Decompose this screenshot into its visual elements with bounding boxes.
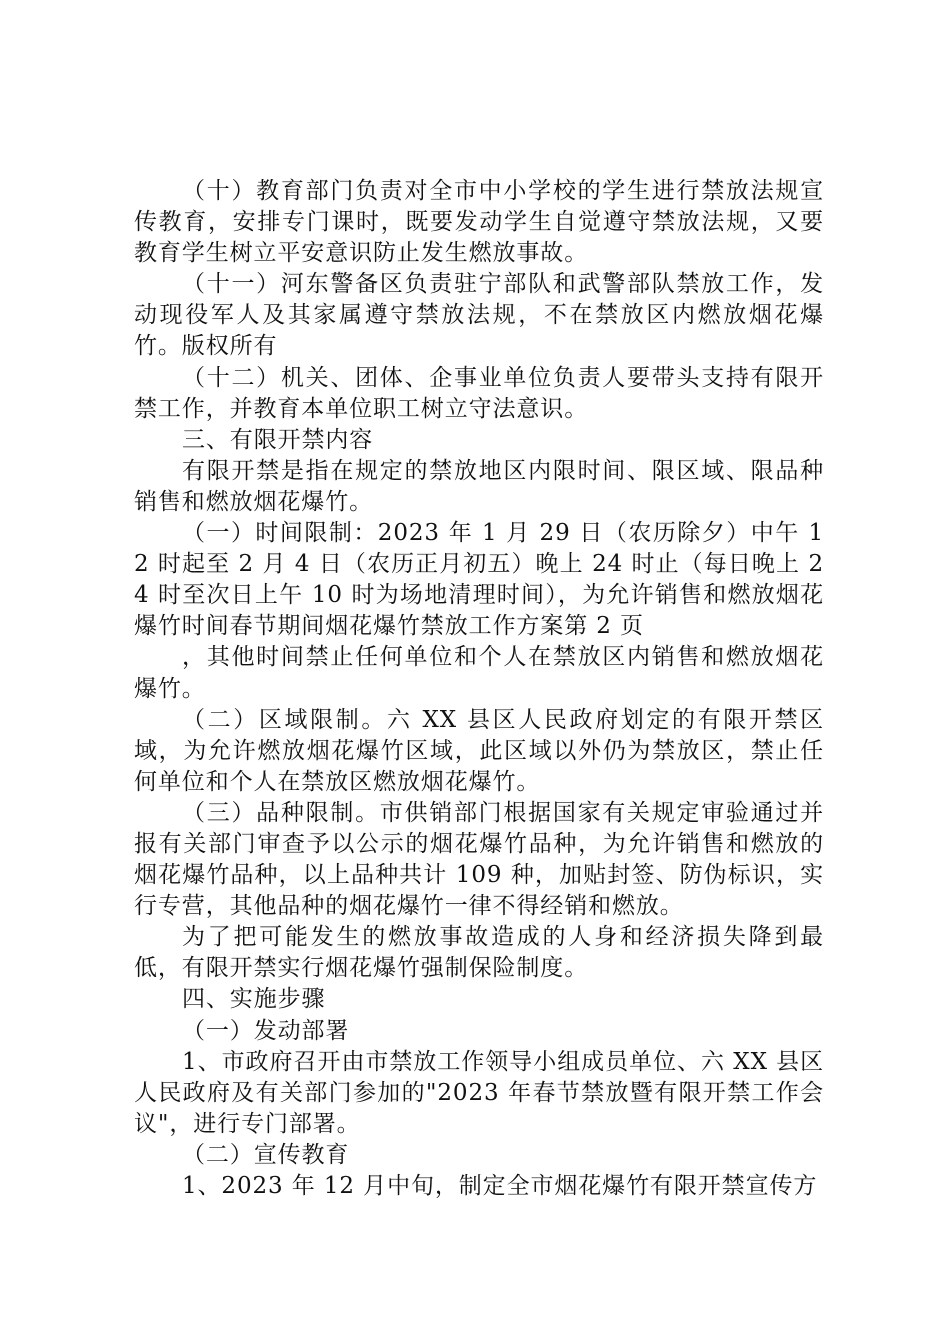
paragraph-agencies: （十二）机关、团体、企事业单位负责人要带头支持有限开禁工作，并教育本单位职工树立守法意识。 — [134, 364, 824, 422]
section-heading-steps: 四、实施步骤 — [182, 986, 326, 1013]
paragraph-area-limit: （二）区域限制。六 XX 县区人民政府划定的有限开禁区域，为允许燃放烟花爆竹区域，此区域以外仍为禁放区，禁止任何单位和个人在禁放区燃放烟花爆竹。 — [134, 706, 824, 795]
paragraph-meeting: 1、市政府召开由市禁放工作领导小组成员单位、六 XX 县区人民政府及有关部门参加的"2023 年春节禁放暨有限开禁工作会议"，进行专门部署。 — [134, 1048, 824, 1137]
paragraph-insurance: 为了把可能发生的燃放事故造成的人身和经济损失降到最低，有限开禁实行烟花爆竹强制保险制度。 — [134, 924, 824, 982]
subheading-deployment: （一）发动部署 — [182, 1017, 350, 1044]
paragraph-garrison: （十一）河东警备区负责驻宁部队和武警部队禁放工作，发动现役军人及其家属遵守禁放法规，不在禁放区内燃放烟花爆竹。版权所有 — [134, 271, 824, 360]
section-heading-content: 三、有限开禁内容 — [182, 426, 374, 453]
paragraph-education-dept: （十）教育部门负责对全市中小学校的学生进行禁放法规宣传教育，安排专门课时，既要发动学生自觉遵守禁放法规，又要教育学生树立平安意识防止发生燃放事故。 — [134, 178, 824, 267]
paragraph-time-limit: （一）时间限制：2023 年 1 月 29 日（农历除夕）中午 12 时起至 2 月 4 日（农历正月初五）晚上 24 时止（每日晚上 24 时至次日上午 10 时为场地清理时间），为允许销售和燃放烟花爆竹时间春节期间烟花爆竹禁放工作方案第 2 页 — [134, 520, 824, 640]
paragraph-time-limit-continued: ，其他时间禁止任何单位和个人在禁放区内销售和燃放烟花爆竹。 — [134, 644, 824, 702]
paragraph-publicity-plan: 1、2023 年 12 月中旬，制定全市烟花爆竹有限开禁宣传方 — [182, 1173, 818, 1199]
document-body — [134, 176, 824, 1202]
paragraph-variety-limit: （三）品种限制。市供销部门根据国家有关规定审验通过并报有关部门审查予以公示的烟花爆竹品种，为允许销售和燃放的烟花爆竹品种，以上品种共计 109 种，加贴封签、防伪标识，实行专营，其他品种的烟花爆竹一律不得经销和燃放。 — [134, 799, 824, 920]
paragraph-definition: 有限开禁是指在规定的禁放地区内限时间、限区域、限品种销售和燃放烟花爆竹。 — [134, 457, 824, 515]
subheading-publicity: （二）宣传教育 — [182, 1141, 350, 1168]
